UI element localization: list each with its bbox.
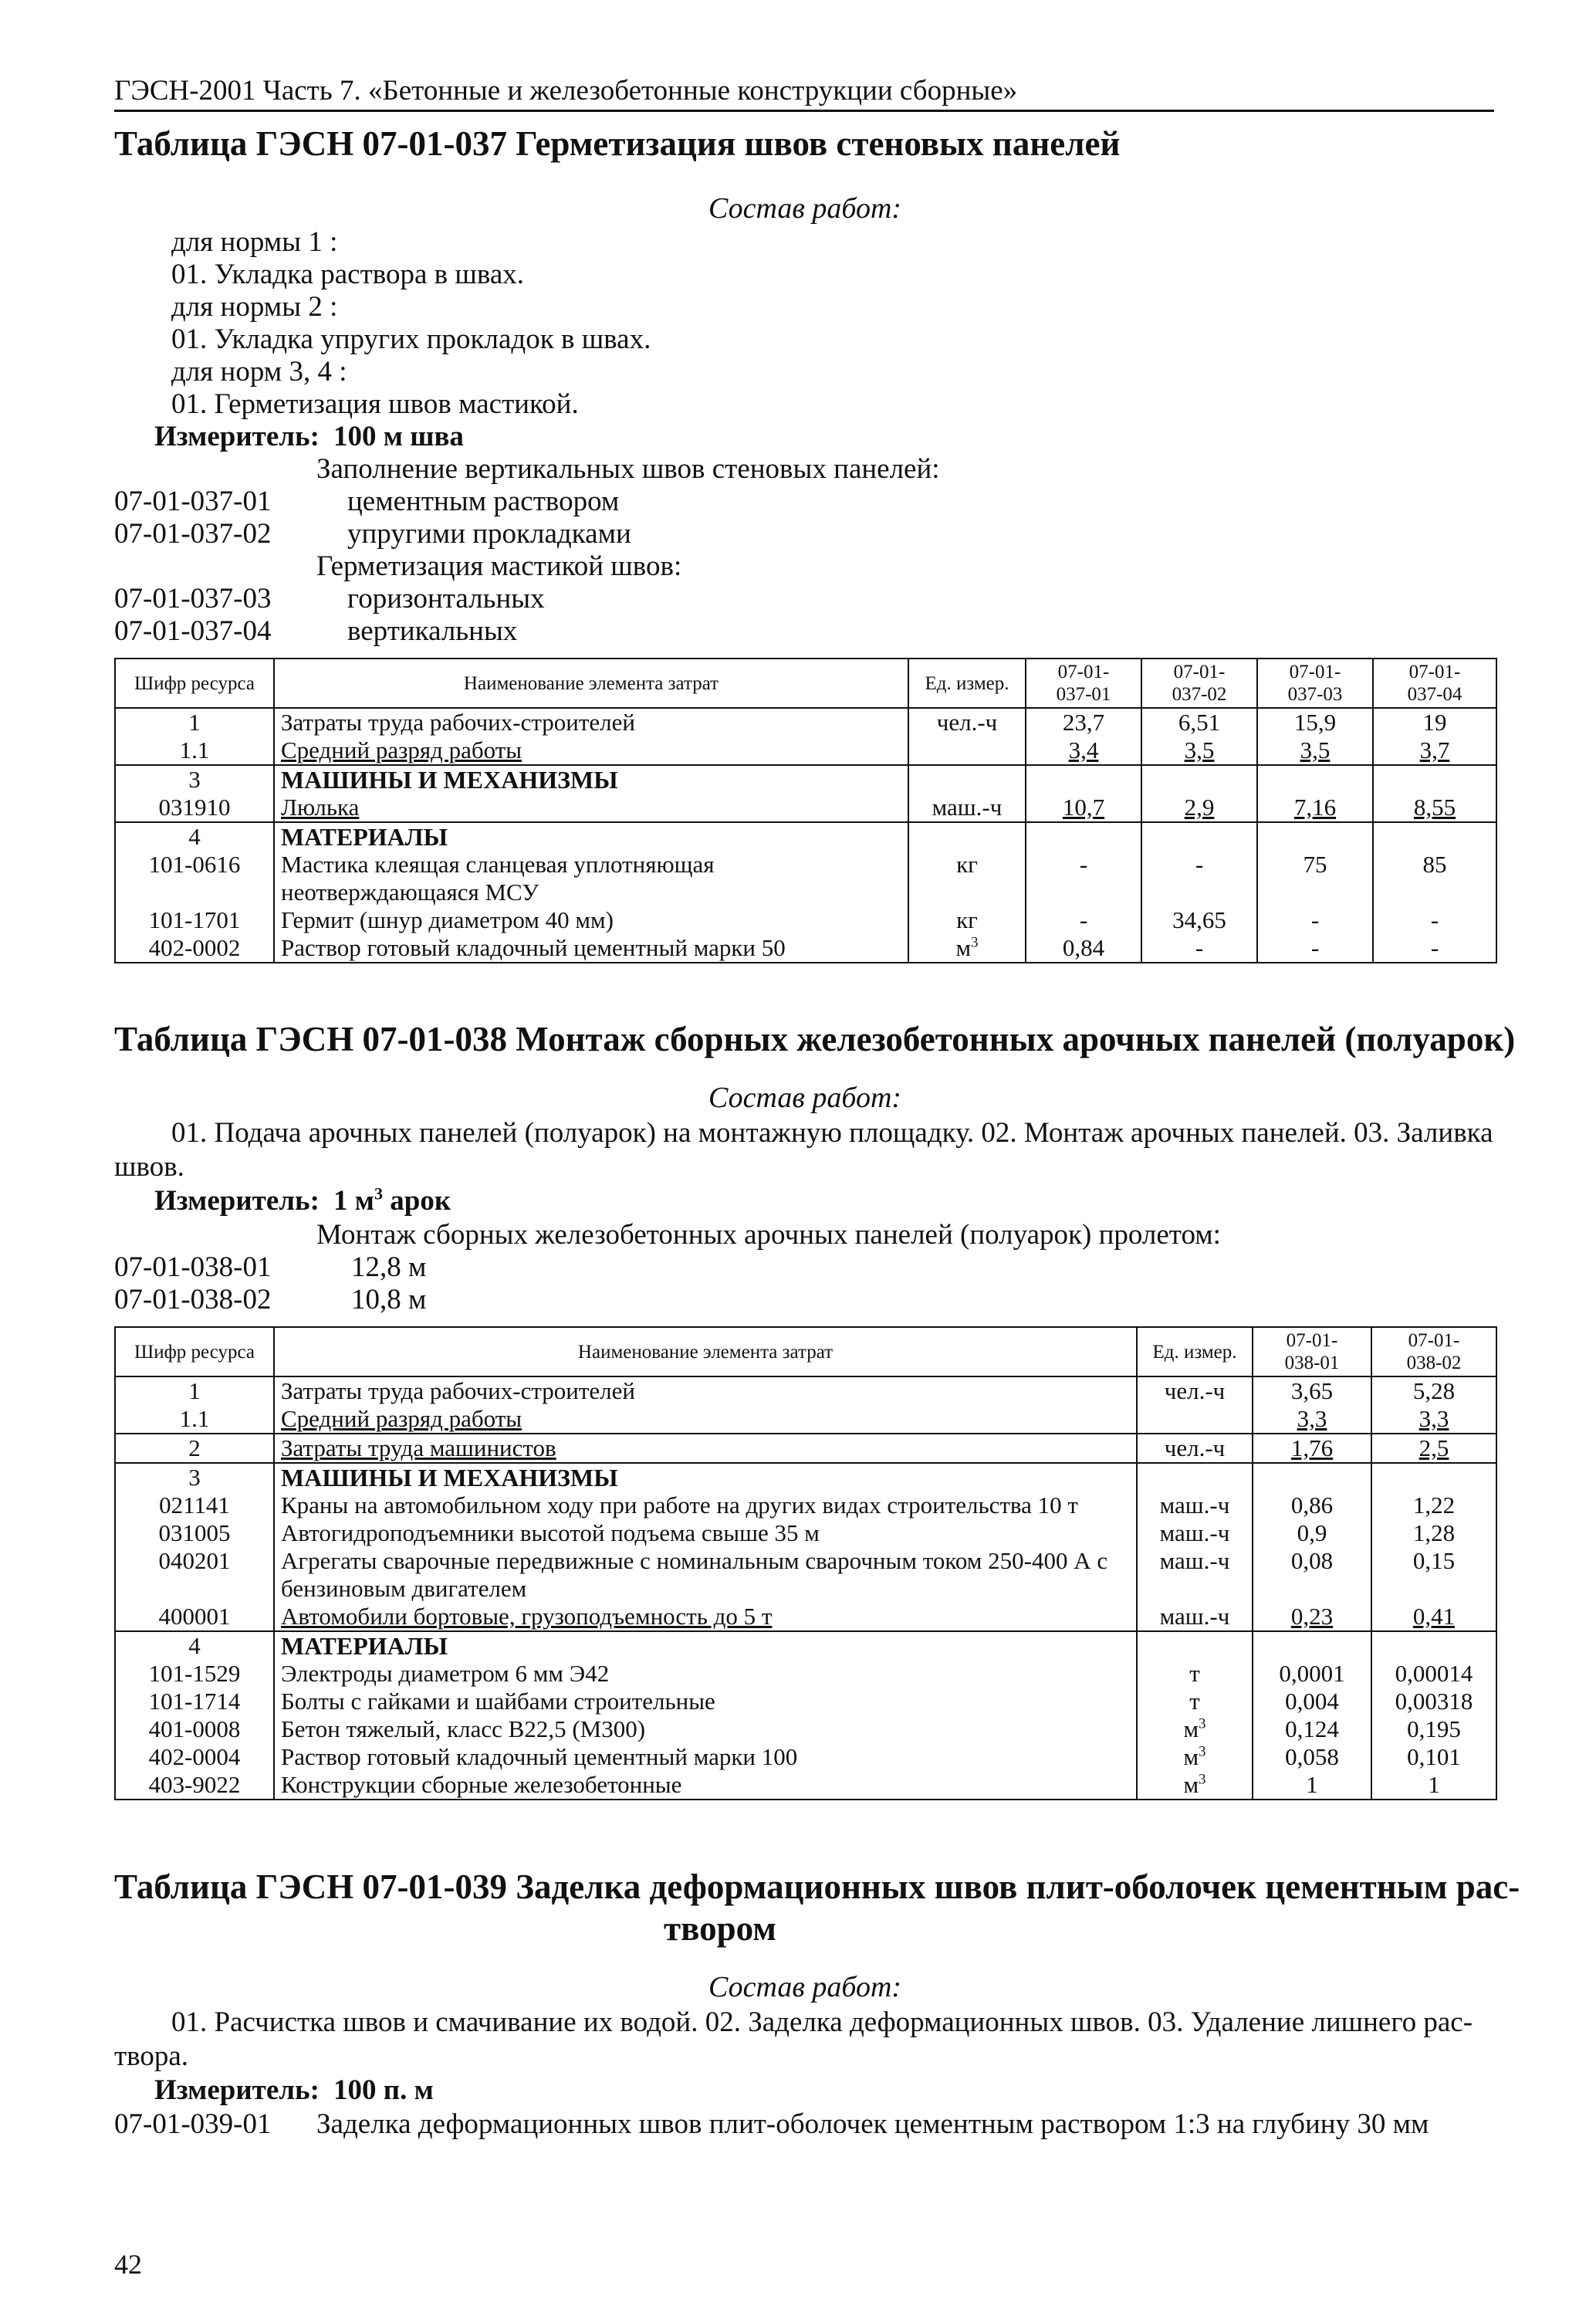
resource-value xyxy=(1026,822,1141,851)
resource-code: 101-1529 xyxy=(115,1660,274,1688)
resource-unit-cell xyxy=(1137,1743,1253,1771)
resource-code: 031910 xyxy=(115,794,274,822)
resource-code: 040201 xyxy=(115,1547,274,1603)
resource-value: 0,15 xyxy=(1371,1547,1496,1603)
meter-value: 1 м xyxy=(333,1185,374,1217)
resource-unit: м xyxy=(1183,1771,1199,1798)
resource-value xyxy=(1141,765,1257,794)
resource-unit xyxy=(908,765,1026,794)
work-line: 01. Укладка раствора в швах. xyxy=(171,259,524,290)
resource-value: 3,3 xyxy=(1253,1405,1371,1434)
norm-name: цементным раствором xyxy=(347,486,620,517)
resource-name: Гермит (шнур диаметром 40 мм) xyxy=(274,906,908,934)
resource-value xyxy=(1371,1631,1496,1660)
table-039-composition-label: Состав работ: xyxy=(708,1971,902,2003)
column-header: Шифр ресурса xyxy=(115,1327,274,1376)
column-header: Ед. измер. xyxy=(1137,1327,1253,1376)
resource-table-038 xyxy=(114,1326,1497,1800)
resource-value xyxy=(1371,1463,1496,1492)
resource-code: 3 xyxy=(115,1463,274,1492)
meter-value: 100 п. м xyxy=(333,2074,434,2106)
resource-value: 0,00318 xyxy=(1371,1688,1496,1715)
norm-code: 07-01-037-01 xyxy=(114,486,272,517)
resource-name: Агрегаты сварочные передвижные с номинальным сварочным током 250-400 А с бензиновым двигателем xyxy=(274,1547,1137,1603)
resource-value xyxy=(1257,822,1373,851)
norm-name: вертикальных xyxy=(347,615,518,647)
section-heading: МАШИНЫ И МЕХАНИЗМЫ xyxy=(274,765,908,794)
resource-value xyxy=(1253,1631,1371,1660)
resource-value: 0,00014 xyxy=(1371,1660,1496,1688)
resource-value: 23,7 xyxy=(1026,708,1141,736)
work-line: 01. Герметизация швов мастикой. xyxy=(171,388,579,420)
table-038-title: Таблица ГЭСН 07-01-038 Монтаж сборных железобетонных арочных панелей (полуарок) xyxy=(114,1020,1516,1058)
resource-name: Средний разряд работы xyxy=(274,1405,1137,1434)
work-line: 01. Укладка упругих прокладок в швах. xyxy=(171,323,651,355)
resource-value: 0,004 xyxy=(1253,1688,1371,1715)
resource-value: - xyxy=(1257,906,1373,934)
resource-code: 4 xyxy=(115,822,274,851)
work-line: для нормы 1 : xyxy=(171,226,338,258)
resource-unit: маш.-ч xyxy=(1137,1547,1253,1603)
cube-superscript: 3 xyxy=(1199,1743,1206,1760)
table-row xyxy=(115,1688,1496,1715)
resource-code: 1.1 xyxy=(115,1405,274,1434)
cube-superscript: 3 xyxy=(971,934,979,951)
resource-value: 75 xyxy=(1257,851,1373,906)
table-row xyxy=(115,1519,1496,1547)
resource-value: 0,058 xyxy=(1253,1743,1371,1771)
table-038-composition-label: Состав работ: xyxy=(708,1082,902,1114)
resource-code: 021141 xyxy=(115,1492,274,1519)
work-line: 01. Подача арочных панелей (полуарок) на монтажную площадку. 02. Монтаж арочных панелей. 03. Заливка xyxy=(171,1117,1493,1149)
section-heading: МАШИНЫ И МЕХАНИЗМЫ xyxy=(274,1463,1137,1492)
resource-value: 3,7 xyxy=(1373,736,1496,765)
resource-unit-cell xyxy=(1137,1715,1253,1743)
header-divider xyxy=(114,110,1494,112)
column-header: 07-01- 038-01 xyxy=(1253,1327,1371,1376)
resource-value: - xyxy=(1257,934,1373,963)
resource-value: 85 xyxy=(1373,851,1496,906)
resource-unit-cell xyxy=(1137,1771,1253,1800)
cube-superscript: 3 xyxy=(1199,1715,1206,1732)
resource-unit: маш.-ч xyxy=(908,794,1026,822)
table-row xyxy=(115,1771,1496,1800)
resource-value: 0,195 xyxy=(1371,1715,1496,1743)
resource-value: - xyxy=(1026,851,1141,906)
resource-value: 0,08 xyxy=(1253,1547,1371,1603)
norm-group-heading: Заполнение вертикальных швов стеновых панелей: xyxy=(316,453,940,485)
resource-code: 2 xyxy=(115,1434,274,1463)
resource-unit: чел.-ч xyxy=(1137,1434,1253,1463)
table-039-title: Таблица ГЭСН 07-01-039 Заделка деформационных швов плит-оболочек цементным рас- xyxy=(114,1867,1520,1906)
resource-unit-cell xyxy=(908,934,1026,963)
resource-unit: т xyxy=(1137,1688,1253,1715)
resource-table-037 xyxy=(114,658,1497,963)
resource-name: Раствор готовый кладочный цементный марки 50 xyxy=(274,934,908,963)
resource-code: 1 xyxy=(115,708,274,736)
resource-name: Бетон тяжелый, класс В22,5 (М300) xyxy=(274,1715,1137,1743)
norm-code: 07-01-037-02 xyxy=(114,518,272,550)
column-header: Наименование элемента затрат xyxy=(274,659,908,708)
work-line: для нормы 2 : xyxy=(171,291,338,323)
resource-value: 2,9 xyxy=(1141,794,1257,822)
resource-unit: маш.-ч xyxy=(1137,1492,1253,1519)
meter-value-tail: арок xyxy=(383,1185,451,1217)
column-header: 07-01- 037-02 xyxy=(1141,659,1257,708)
table-row xyxy=(115,1547,1496,1603)
resource-name: Затраты труда рабочих-строителей xyxy=(274,708,908,736)
column-header: 07-01- 037-01 xyxy=(1026,659,1141,708)
resource-value: 1 xyxy=(1371,1771,1496,1800)
resource-value: 19 xyxy=(1373,708,1496,736)
resource-name: Автогидроподъемники высотой подъема свыше 35 м xyxy=(274,1519,1137,1547)
table-row xyxy=(115,736,1496,765)
resource-value: 10,7 xyxy=(1026,794,1141,822)
resource-value: - xyxy=(1141,934,1257,963)
resource-value: 3,5 xyxy=(1257,736,1373,765)
resource-value: 3,5 xyxy=(1141,736,1257,765)
resource-value xyxy=(1026,765,1141,794)
resource-value: - xyxy=(1026,906,1141,934)
norm-group-heading: Герметизация мастикой швов: xyxy=(316,550,682,582)
resource-value: 3,65 xyxy=(1253,1376,1371,1405)
section-row xyxy=(115,822,1496,851)
resource-value: 1,76 xyxy=(1253,1434,1371,1463)
table-037-composition-label: Состав работ: xyxy=(708,192,902,225)
resource-value: 5,28 xyxy=(1371,1376,1496,1405)
resource-name: Электроды диаметром 6 мм Э42 xyxy=(274,1660,1137,1688)
table-037-title: Таблица ГЭСН 07-01-037 Герметизация швов стеновых панелей xyxy=(114,124,1121,163)
running-header: ГЭСН-2001 Часть 7. «Бетонные и железобетонные конструкции сборные» xyxy=(114,75,1018,107)
column-header: Наименование элемента затрат xyxy=(274,1327,1137,1376)
work-line: для норм 3, 4 : xyxy=(171,356,347,388)
resource-value: 0,9 xyxy=(1253,1519,1371,1547)
resource-unit: кг xyxy=(908,851,1026,906)
column-header: Ед. измер. xyxy=(908,659,1026,708)
resource-code: 031005 xyxy=(115,1519,274,1547)
table-row xyxy=(115,934,1496,963)
norm-code: 07-01-037-04 xyxy=(114,615,272,647)
table-row xyxy=(115,1492,1496,1519)
meter-value-wrapper xyxy=(333,1184,451,1217)
section-row xyxy=(115,765,1496,794)
resource-code: 401-0008 xyxy=(115,1715,274,1743)
norm-group-heading: Монтаж сборных железобетонных арочных панелей (полуарок) пролетом: xyxy=(316,1219,1221,1251)
resource-name: Люлька xyxy=(274,794,908,822)
resource-value xyxy=(1373,822,1496,851)
table-row xyxy=(115,1743,1496,1771)
resource-unit xyxy=(1137,1631,1253,1660)
table-row xyxy=(115,1405,1496,1434)
resource-name: Конструкции сборные железобетонные xyxy=(274,1771,1137,1800)
resource-code: 403-9022 xyxy=(115,1771,274,1800)
table-row xyxy=(115,1434,1496,1463)
meter-label: Измеритель: xyxy=(154,1185,320,1217)
norm-name: горизонтальных xyxy=(347,583,545,615)
cube-superscript: 3 xyxy=(1199,1771,1206,1788)
meter-value: 100 м шва xyxy=(333,421,464,452)
resource-code: 402-0004 xyxy=(115,1743,274,1771)
resource-unit: чел.-ч xyxy=(908,708,1026,736)
column-header: Шифр ресурса xyxy=(115,659,274,708)
section-heading: МАТЕРИАЛЫ xyxy=(274,822,908,851)
resource-unit: м xyxy=(1183,1715,1199,1742)
resource-code: 101-1701 xyxy=(115,906,274,934)
resource-value: 6,51 xyxy=(1141,708,1257,736)
norm-code: 07-01-037-03 xyxy=(114,583,272,615)
resource-value xyxy=(1253,1463,1371,1492)
resource-value: - xyxy=(1373,906,1496,934)
norm-code: 07-01-039-01 xyxy=(114,2108,272,2140)
work-line: 01. Расчистка швов и смачивание их водой. 02. Заделка деформационных швов. 03. Удаление лишнего рас- xyxy=(171,2006,1473,2038)
table-row xyxy=(115,906,1496,934)
meter-superscript: 3 xyxy=(374,1183,384,1204)
table-row xyxy=(115,794,1496,822)
resource-code: 3 xyxy=(115,765,274,794)
resource-value: 1,28 xyxy=(1371,1519,1496,1547)
page-number: 42 xyxy=(114,2249,142,2280)
resource-value xyxy=(1373,765,1496,794)
resource-unit xyxy=(1137,1463,1253,1492)
resource-name: Краны на автомобильном ходу при работе на других видах строительства 10 т xyxy=(274,1492,1137,1519)
resource-value: 0,124 xyxy=(1253,1715,1371,1743)
resource-value xyxy=(1141,822,1257,851)
resource-value: - xyxy=(1141,851,1257,906)
resource-value: 3,4 xyxy=(1026,736,1141,765)
resource-value xyxy=(1257,765,1373,794)
resource-code: 4 xyxy=(115,1631,274,1660)
resource-code: 400001 xyxy=(115,1603,274,1631)
norm-code: 07-01-038-02 xyxy=(114,1284,272,1315)
resource-value: - xyxy=(1373,934,1496,963)
resource-name: Затраты труда рабочих-строителей xyxy=(274,1376,1137,1405)
resource-unit: маш.-ч xyxy=(1137,1519,1253,1547)
meter-label: Измеритель: xyxy=(154,421,320,452)
resource-value: 8,55 xyxy=(1373,794,1496,822)
norm-code: 07-01-038-01 xyxy=(114,1251,272,1283)
table-row xyxy=(115,708,1496,736)
resource-value: 0,84 xyxy=(1026,934,1141,963)
resource-value: 7,16 xyxy=(1257,794,1373,822)
resource-unit: м xyxy=(1183,1743,1199,1770)
table-row xyxy=(115,1376,1496,1405)
resource-unit: маш.-ч xyxy=(1137,1603,1253,1631)
column-header: 07-01- 038-02 xyxy=(1371,1327,1496,1376)
resource-value: 0,101 xyxy=(1371,1743,1496,1771)
resource-code: 101-1714 xyxy=(115,1688,274,1715)
norm-name: 10,8 м xyxy=(351,1284,427,1315)
resource-value: 0,41 xyxy=(1371,1603,1496,1631)
resource-name: Средний разряд работы xyxy=(274,736,908,765)
norm-name: 12,8 м xyxy=(351,1251,427,1283)
resource-name: Болты с гайками и шайбами строительные xyxy=(274,1688,1137,1715)
resource-code: 1 xyxy=(115,1376,274,1405)
table-039-title-continued: твором xyxy=(664,1909,776,1948)
resource-name: Автомобили бортовые, грузоподъемность до 5 т xyxy=(274,1603,1137,1631)
resource-unit: кг xyxy=(908,906,1026,934)
resource-value: 1 xyxy=(1253,1771,1371,1800)
resource-unit xyxy=(908,736,1026,765)
resource-value: 0,86 xyxy=(1253,1492,1371,1519)
resource-unit: м xyxy=(955,934,972,961)
resource-name: Мастика клеящая сланцевая уплотняющая неотверждающаяся МСУ xyxy=(274,851,908,906)
resource-unit xyxy=(908,822,1026,851)
work-line: твора. xyxy=(114,2040,189,2072)
meter-label: Измеритель: xyxy=(154,2074,320,2106)
column-header: 07-01- 037-04 xyxy=(1373,659,1496,708)
section-heading: МАТЕРИАЛЫ xyxy=(274,1631,1137,1660)
section-row xyxy=(115,1631,1496,1660)
resource-value: 3,3 xyxy=(1371,1405,1496,1434)
resource-value: 15,9 xyxy=(1257,708,1373,736)
resource-value: 0,23 xyxy=(1253,1603,1371,1631)
norm-name: упругими прокладками xyxy=(347,518,631,550)
table-row xyxy=(115,1660,1496,1688)
resource-value: 1,22 xyxy=(1371,1492,1496,1519)
resource-unit: т xyxy=(1137,1660,1253,1688)
work-line: швов. xyxy=(114,1151,184,1183)
resource-value: 34,65 xyxy=(1141,906,1257,934)
resource-value: 0,0001 xyxy=(1253,1660,1371,1688)
section-row xyxy=(115,1463,1496,1492)
table-row xyxy=(115,851,1496,906)
resource-unit xyxy=(1137,1405,1253,1434)
table-row xyxy=(115,1715,1496,1743)
resource-code: 101-0616 xyxy=(115,851,274,906)
column-header: 07-01- 037-03 xyxy=(1257,659,1373,708)
norm-name: Заделка деформационных швов плит-оболочек цементным раствором 1:3 на глубину 30 мм xyxy=(316,2108,1429,2140)
resource-unit: чел.-ч xyxy=(1137,1376,1253,1405)
table-row xyxy=(115,1603,1496,1631)
resource-name: Раствор готовый кладочный цементный марки 100 xyxy=(274,1743,1137,1771)
resource-name: Затраты труда машинистов xyxy=(274,1434,1137,1463)
resource-code: 1.1 xyxy=(115,736,274,765)
resource-code: 402-0002 xyxy=(115,934,274,963)
resource-value: 2,5 xyxy=(1371,1434,1496,1463)
